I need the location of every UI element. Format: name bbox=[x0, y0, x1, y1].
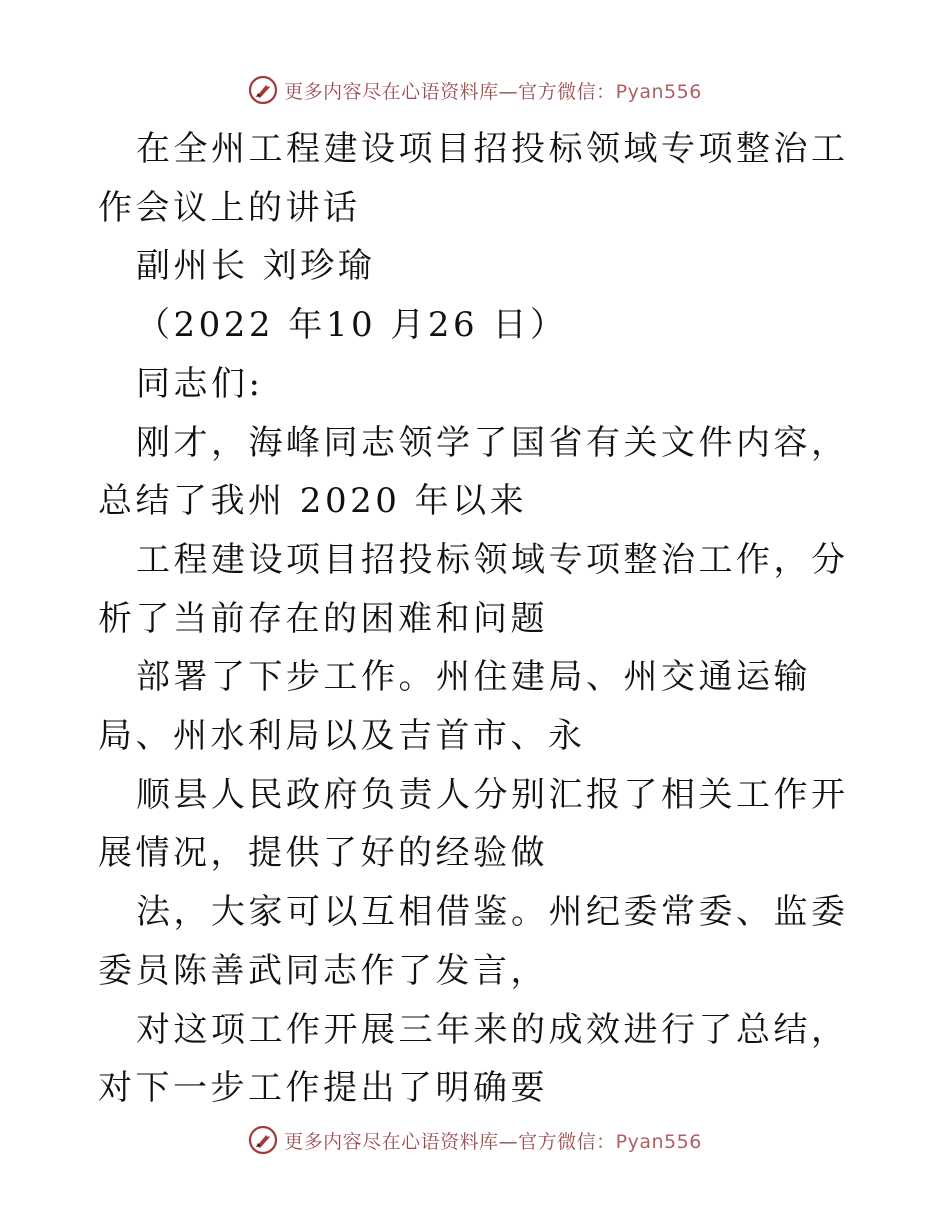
speaker-line: 副州长 刘珍瑜 bbox=[136, 246, 376, 287]
date-line: （2022 年10 月26 日） bbox=[136, 305, 568, 346]
body-paragraph: 部署了下步工作。州住建局、州交通运输局、州水利局以及吉首市、永 bbox=[98, 657, 811, 757]
footer-banner-text bbox=[284, 1127, 702, 1154]
header-wechat-id: Pyan556 bbox=[615, 80, 702, 103]
pen-nib-logo-icon bbox=[248, 75, 278, 105]
header-banner-label: 更多内容尽在心语资料库—官方微信： bbox=[284, 80, 616, 103]
body-paragraph: 工程建设项目招投标领域专项整治工作，分析了当前存在的困难和问题 bbox=[98, 539, 849, 639]
body-paragraph: 顺县人民政府负责人分别汇报了相关工作开展情况，提供了好的经验做 bbox=[98, 774, 849, 874]
salutation: 同志们: bbox=[136, 363, 264, 404]
document-body bbox=[98, 120, 858, 1118]
body-paragraph: 刚才，海峰同志领学了国省有关文件内容，总结了我州 2020 年以来 bbox=[98, 422, 849, 522]
body-paragraph: 对这项工作开展三年来的成效进行了总结，对下一步工作提出了明确要 bbox=[98, 1009, 849, 1109]
footer-banner bbox=[0, 1122, 950, 1158]
document-title: 在全州工程建设项目招投标领域专项整治工作会议上的讲话 bbox=[98, 129, 849, 228]
footer-wechat-id: Pyan556 bbox=[615, 1130, 702, 1153]
footer-banner-label: 更多内容尽在心语资料库—官方微信： bbox=[284, 1130, 616, 1153]
pen-nib-logo-icon bbox=[248, 1125, 278, 1155]
header-banner bbox=[0, 72, 950, 108]
header-banner-text bbox=[284, 77, 702, 104]
body-paragraph: 法，大家可以互相借鉴。州纪委常委、监委委员陈善武同志作了发言， bbox=[98, 892, 849, 991]
